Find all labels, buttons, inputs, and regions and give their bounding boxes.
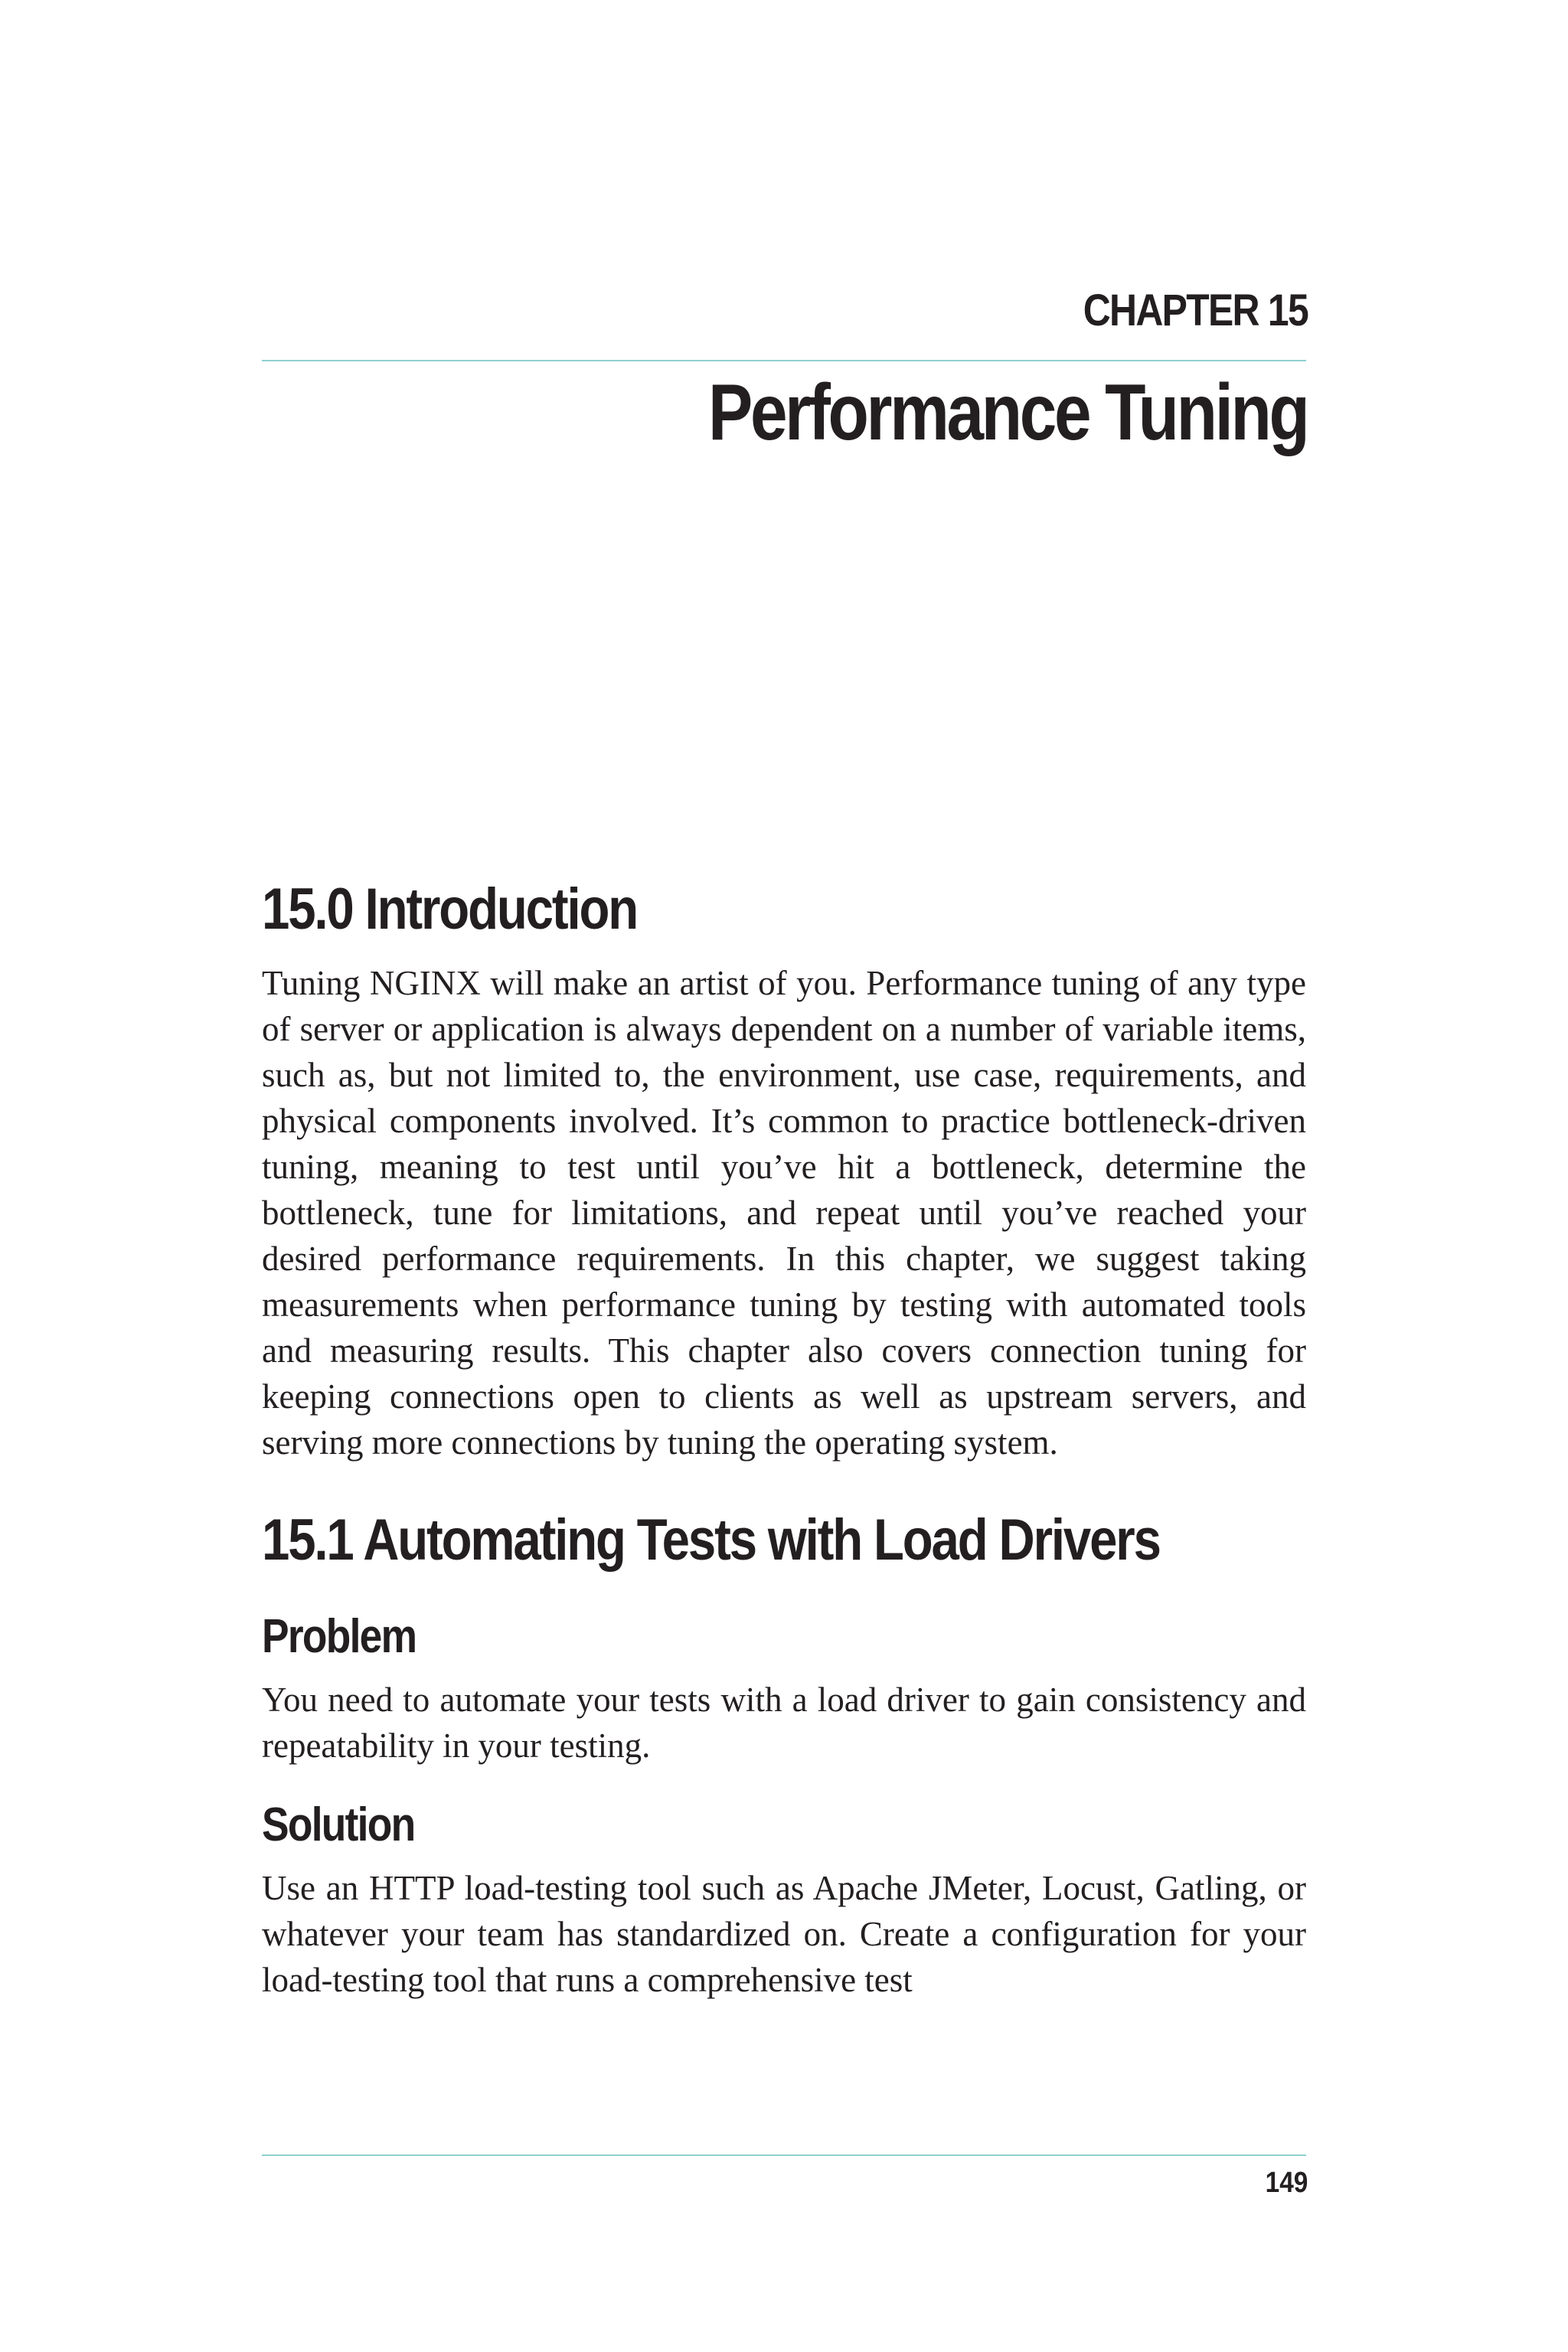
chapter-content: [262, 864, 1306, 2003]
section-heading-introduction: 15.0 Introduction: [262, 877, 638, 942]
section-heading-load-drivers: 15.1 Automating Tests with Load Drivers: [262, 1508, 1160, 1573]
chapter-title: Performance Tuning: [708, 368, 1308, 457]
introduction-paragraph: Tuning NGINX will make an artist of you. Performance tuning of any type of server or application is always dependent on a number of variable items, such as, but not limited to, the environment, use case, requirements, and physical components involved. It’s common to practice bottleneck-driven tuning, meaning to test until you’ve hit a bottleneck, determine the bottleneck, tune for limitations, and repeat until you’ve reached your desired performance requirements. In this chapter, we suggest taking measurements when performance tuning by testing with automated tools and measuring results. This chapter also covers connection tuning for keeping connections open to clients as well as upstream servers, and serving more connections by tuning the operating system.: [262, 964, 1306, 1462]
subheading-problem: Problem: [262, 1610, 416, 1663]
chapter-rule: [262, 360, 1306, 361]
chapter-label: CHAPTER 15: [1083, 286, 1308, 335]
problem-paragraph: You need to automate your tests with a load driver to gain consistency and repeatability in your testing.: [262, 1681, 1306, 1765]
footer-rule: [262, 2154, 1306, 2156]
subheading-solution: Solution: [262, 1798, 415, 1851]
page-number: 149: [1265, 2167, 1308, 2199]
solution-paragraph: Use an HTTP load-testing tool such as Apache JMeter, Locust, Gatling, or whatever your team has standardized on. Create a configuration for your load-testing tool that runs a comprehensive test: [262, 1869, 1306, 1999]
